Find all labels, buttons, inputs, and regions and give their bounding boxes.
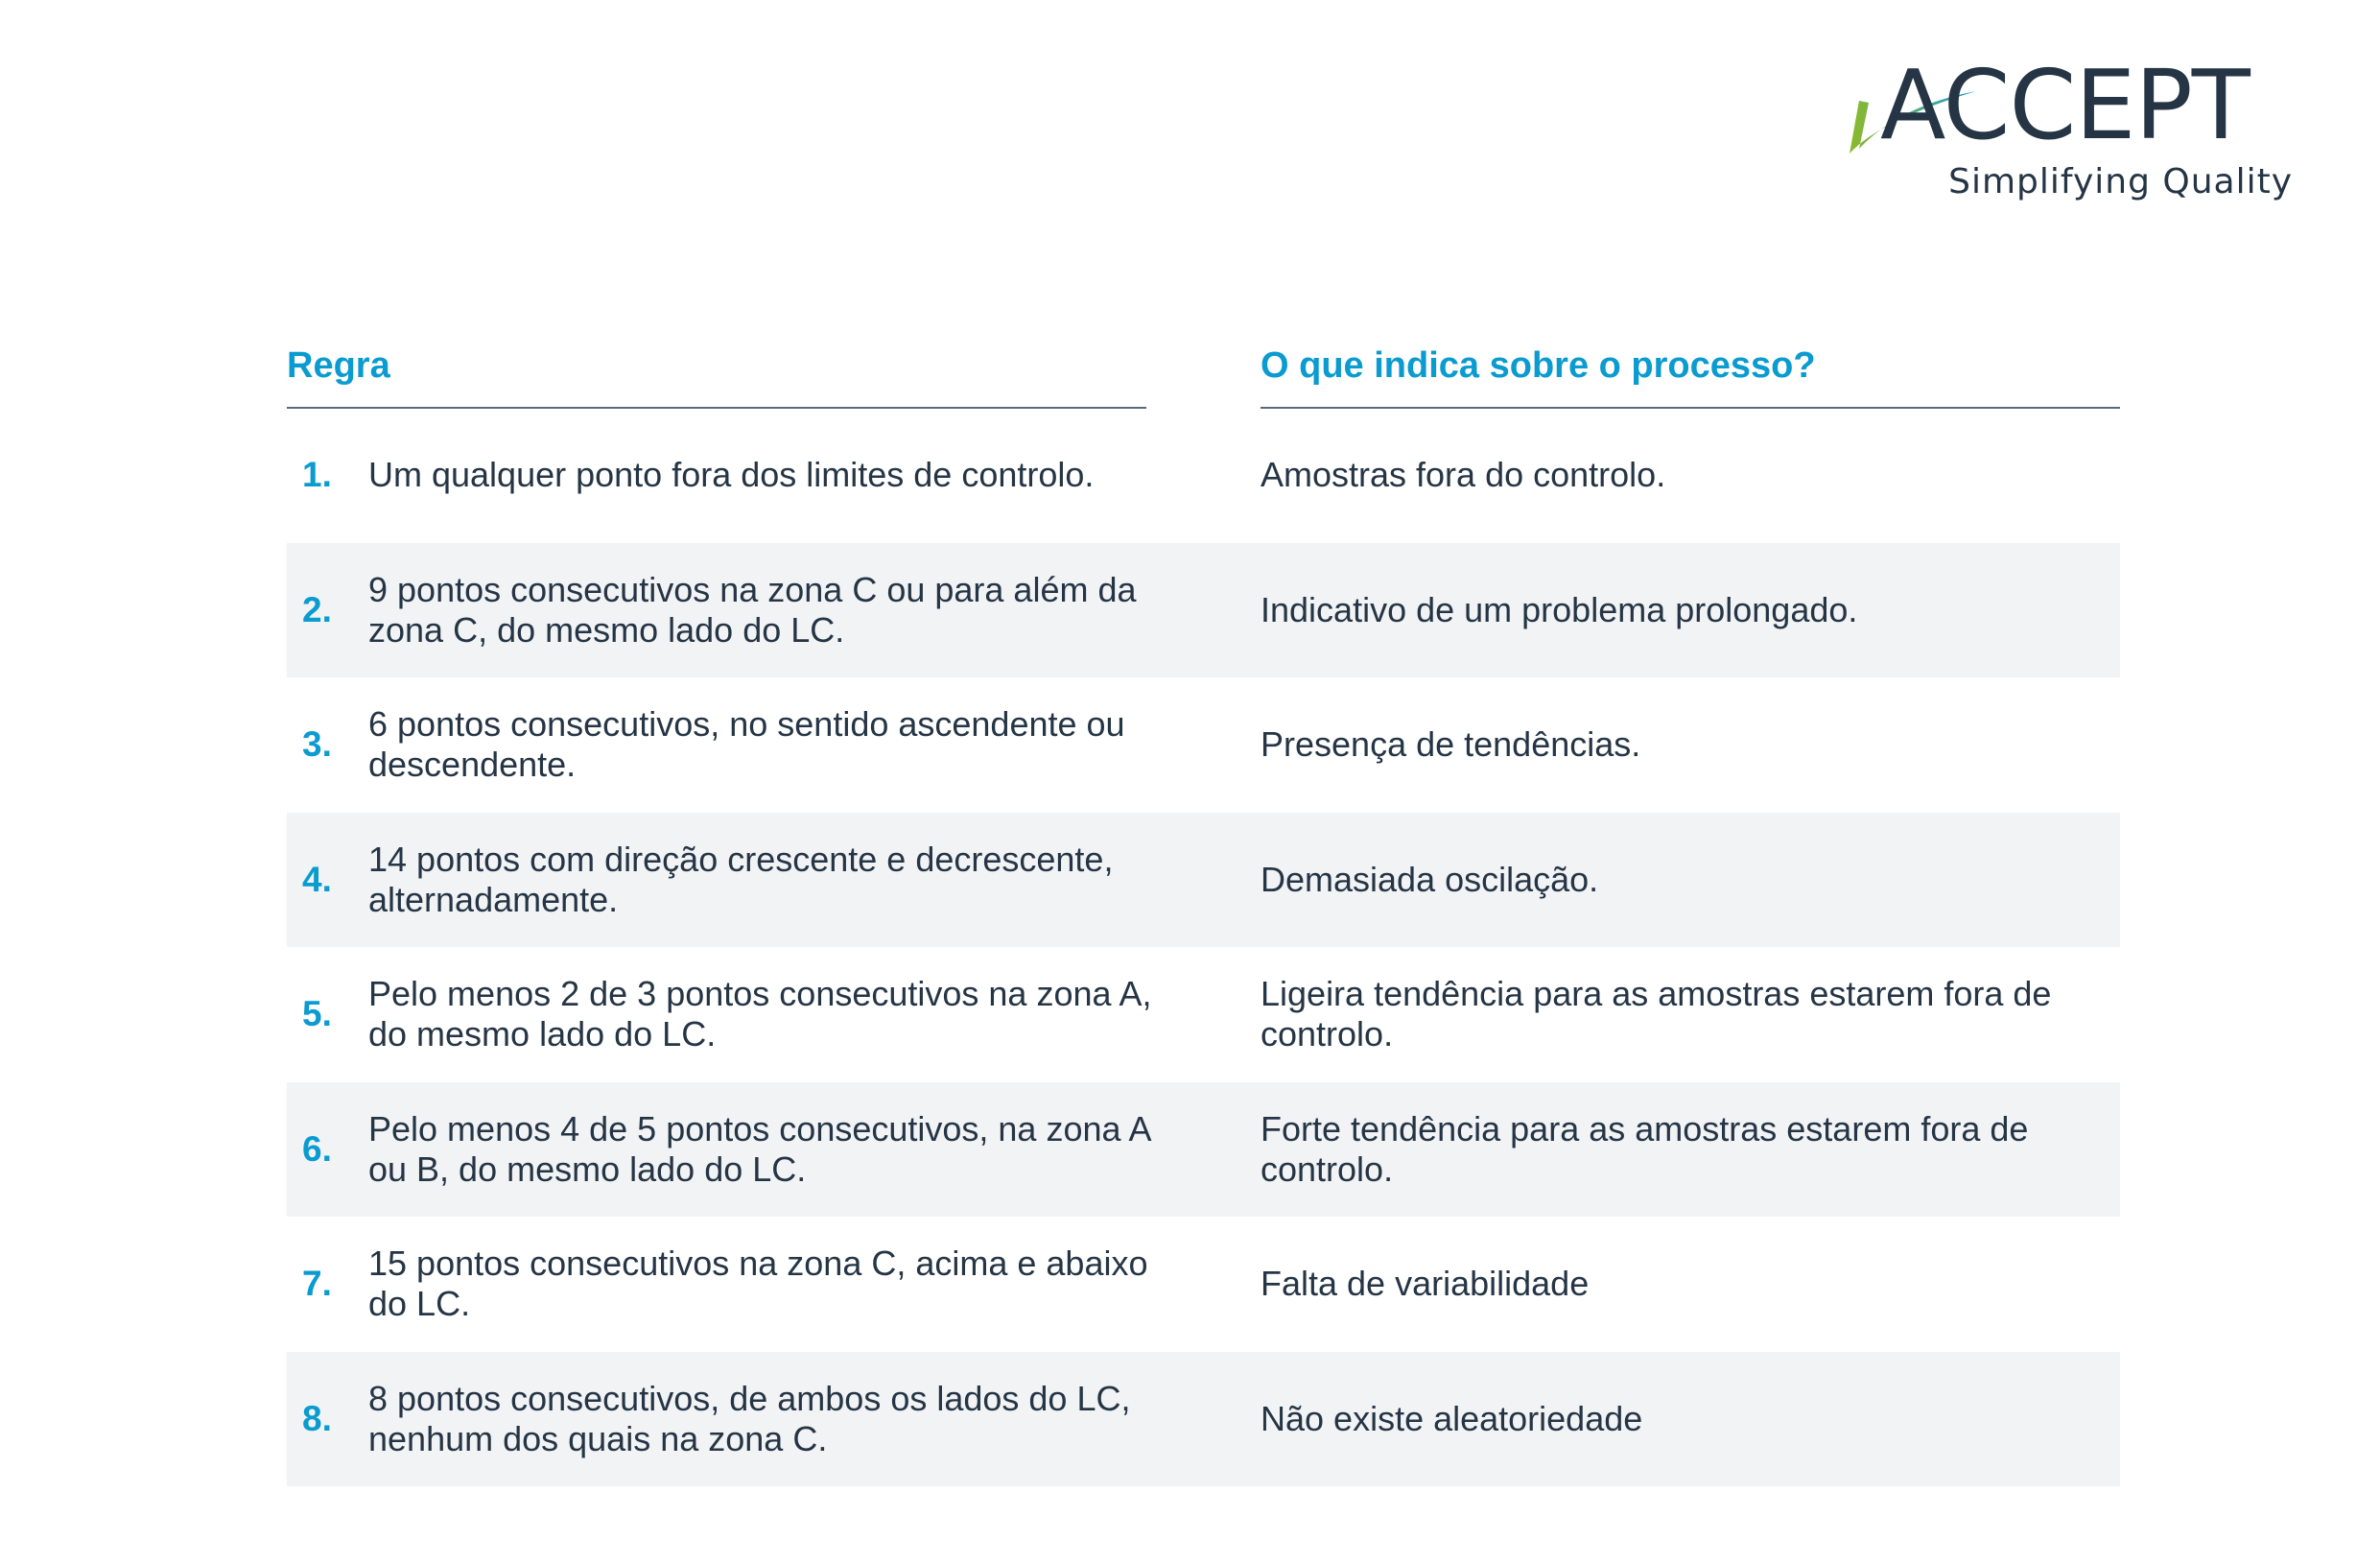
indication-text: Amostras fora do controlo. [1261, 455, 1666, 494]
rule-text: 8 pontos consecutivos, de ambos os lados do LC, nenhum dos quais na zona C. [368, 1378, 1131, 1458]
rule-number: 3. [302, 724, 332, 764]
column-header-rule: Regra [287, 345, 390, 386]
logo-wordmark: ACCEPT [1880, 49, 2250, 161]
rule-number: 4. [302, 859, 332, 899]
table-row [287, 1082, 2120, 1217]
table-row [287, 677, 2120, 812]
rule-text: 9 pontos consecutivos na zona C ou para além da zona C, do mesmo lado do LC. [368, 569, 1137, 650]
rule-number: 1. [302, 455, 332, 494]
table-row [287, 543, 2120, 677]
rule-text: 6 pontos consecutivos, no sentido ascendente ou descendente. [368, 704, 1125, 784]
rule-text: 15 pontos consecutivos na zona C, acima e abaixo do LC. [368, 1243, 1148, 1323]
rule-number: 7. [302, 1264, 332, 1303]
table-row [287, 408, 2120, 542]
table-row [287, 1352, 2120, 1486]
table-row [287, 947, 2120, 1081]
indication-text: Presença de tendências. [1261, 724, 1641, 764]
rule-number: 8. [302, 1398, 332, 1438]
rule-text: 14 pontos com direção crescente e decrescente, alternadamente. [368, 839, 1114, 919]
indication-text: Falta de variabilidade [1261, 1264, 1590, 1303]
column-header-indicates: O que indica sobre o processo? [1261, 345, 1816, 386]
rule-number: 5. [302, 994, 332, 1033]
accept-logo [1842, 49, 2293, 211]
table-row [287, 1217, 2120, 1351]
indication-text: Indicativo de um problema prolongado. [1261, 589, 1858, 629]
rule-number: 2. [302, 589, 332, 629]
indication-text: Demasiada oscilação. [1261, 859, 1599, 899]
indication-text: Ligeira tendência para as amostras estarem fora de controlo. [1261, 974, 2052, 1054]
rule-text: Um qualquer ponto fora dos limites de controlo. [368, 455, 1095, 494]
rule-text: Pelo menos 2 de 3 pontos consecutivos na zona A, do mesmo lado do LC. [368, 974, 1152, 1054]
indication-text: Forte tendência para as amostras estarem fora de controlo. [1261, 1108, 2029, 1189]
rule-number: 6. [302, 1128, 332, 1169]
logo-tagline: Simplifying Quality [1948, 162, 2293, 201]
indication-text: Não existe aleatoriedade [1261, 1398, 1643, 1438]
rule-text: Pelo menos 4 de 5 pontos consecutivos, na zona A ou B, do mesmo lado do LC. [368, 1108, 1150, 1189]
table-row [287, 813, 2120, 947]
